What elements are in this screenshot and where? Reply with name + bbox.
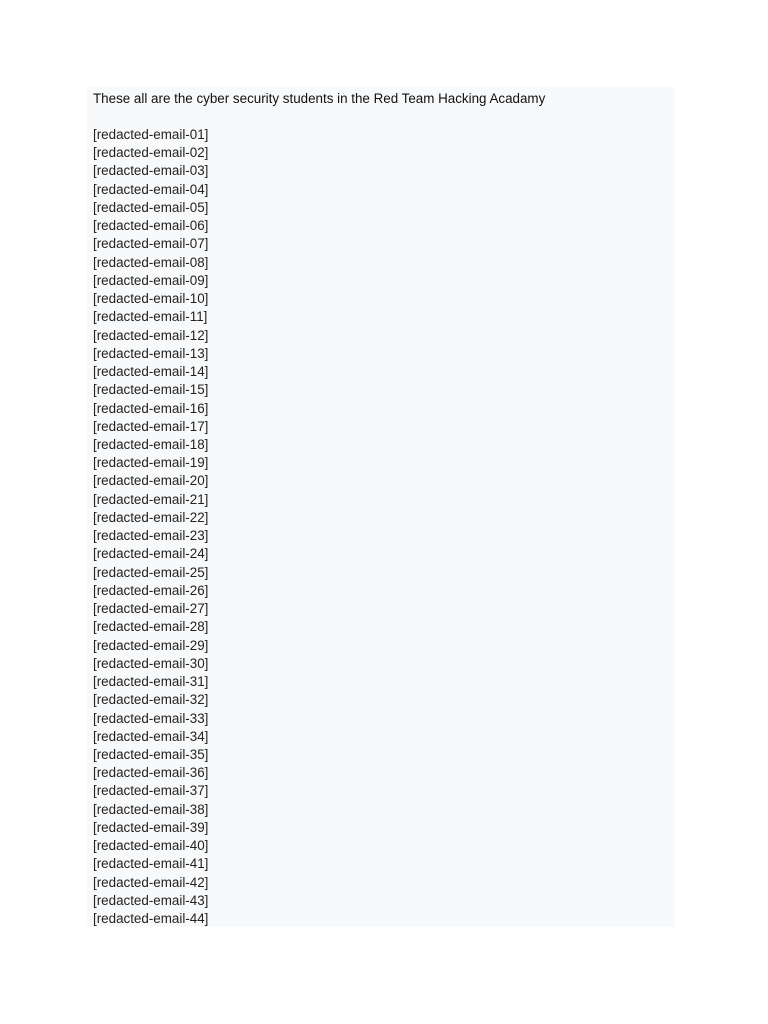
list-item: [redacted-email-10] [93,291,209,307]
list-item: [redacted-email-37] [93,783,209,799]
text-block [87,87,675,927]
list-item: [redacted-email-19] [93,455,209,471]
list-item: [redacted-email-24] [93,546,209,562]
list-item: [redacted-email-34] [93,728,209,744]
list-item: [redacted-email-33] [93,710,209,726]
list-item: [redacted-email-02] [93,145,209,161]
list-item: [redacted-email-38] [93,801,209,817]
list-item: [redacted-email-41] [93,856,209,872]
list-item: [redacted-email-16] [93,400,209,416]
list-item: [redacted-email-21] [93,491,209,507]
list-item: [redacted-email-29] [93,637,209,653]
list-item: [redacted-email-17] [93,418,209,434]
list-item: [redacted-email-43] [93,892,209,908]
list-item: [redacted-email-36] [93,765,209,781]
list-item: [redacted-email-05] [93,199,209,215]
list-item: [redacted-email-32] [93,692,209,708]
list-item: [redacted-email-40] [93,838,209,854]
list-item: [redacted-email-25] [93,564,209,580]
list-item: [redacted-email-12] [93,327,209,343]
list-item: [redacted-email-09] [93,272,209,288]
list-item: [redacted-email-42] [93,874,209,890]
email-list [93,126,669,928]
list-item: [redacted-email-18] [93,436,209,452]
list-item: [redacted-email-04] [93,181,209,197]
list-item: [redacted-email-23] [93,528,209,544]
blank-line [93,108,669,126]
list-item: [redacted-email-03] [93,163,209,179]
list-item: [redacted-email-22] [93,509,209,525]
list-item: [redacted-email-08] [93,254,209,270]
list-item: [redacted-email-20] [93,473,209,489]
list-item: [redacted-email-39] [93,819,209,835]
list-item: [redacted-email-07] [93,236,209,252]
list-item: [redacted-email-14] [93,364,209,380]
list-item: [redacted-email-06] [93,218,209,234]
list-item: [redacted-email-30] [93,655,209,671]
list-item: [redacted-email-35] [93,746,209,762]
list-item: [redacted-email-44] [93,911,209,927]
list-item: [redacted-email-01] [93,127,209,142]
list-item: [redacted-email-26] [93,582,209,598]
list-item: [redacted-email-28] [93,619,209,635]
list-item: [redacted-email-11] [93,309,208,325]
list-item: [redacted-email-31] [93,674,209,690]
list-item: [redacted-email-15] [93,382,209,398]
document-heading: These all are the cyber security students in the Red Team Hacking Acadamy [93,91,546,106]
list-item: [redacted-email-13] [93,345,209,361]
list-item: [redacted-email-27] [93,601,209,617]
